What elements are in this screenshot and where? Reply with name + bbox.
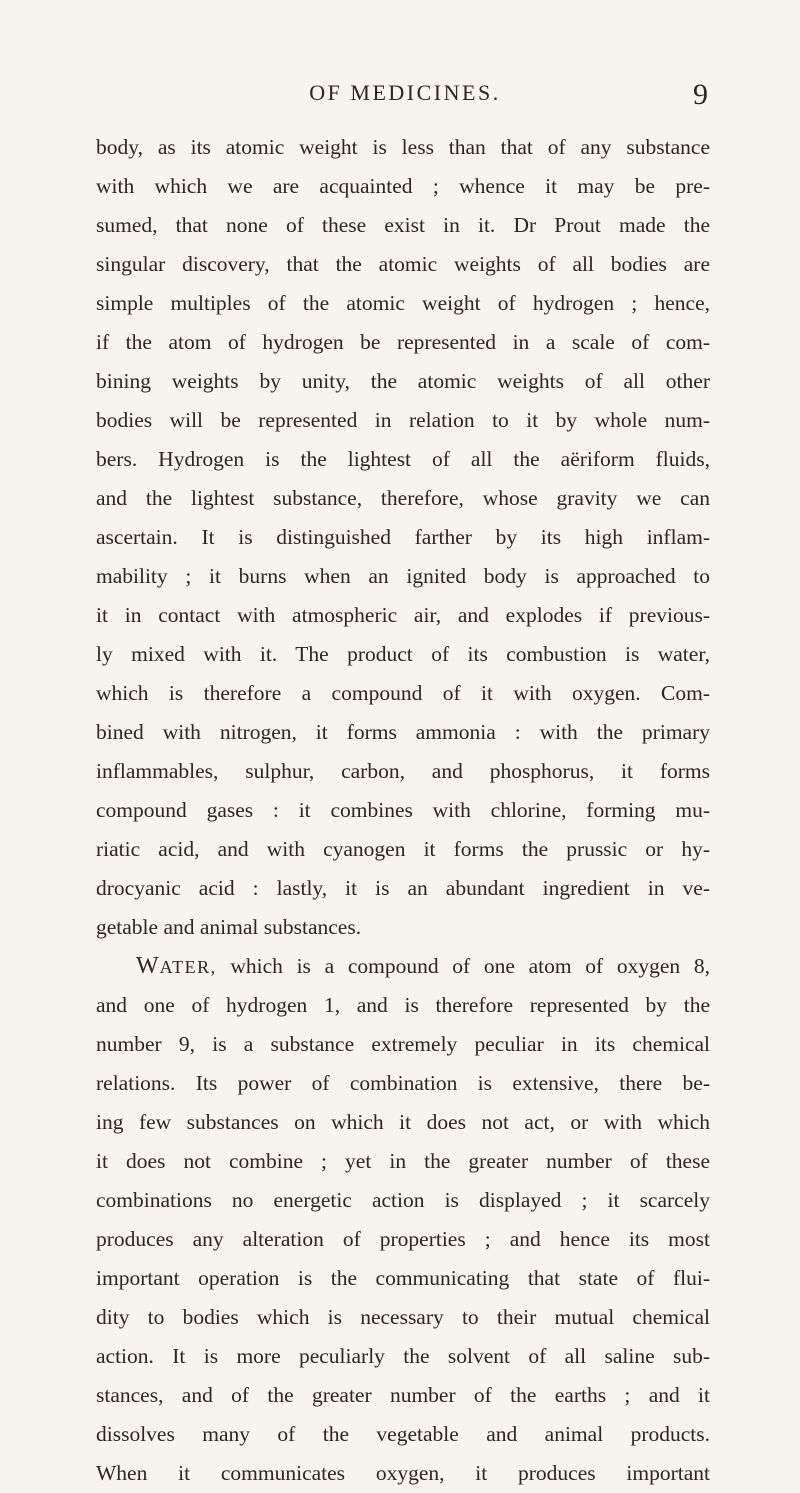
- text-line: mability ; it burns when an ignited body is approached to: [96, 564, 710, 588]
- text-line: riatic acid, and with cyanogen it forms the prussic or hy-: [96, 837, 710, 861]
- running-title: OF MEDICINES.: [309, 80, 501, 105]
- text-line: action. It is more peculiarly the solvent of all saline sub-: [96, 1344, 710, 1368]
- paragraph-opening-line: [96, 947, 710, 986]
- text-line: it does not combine ; yet in the greater number of these: [96, 1149, 710, 1173]
- section-heading-rest: ATER,: [159, 957, 217, 977]
- text-line: stances, and of the greater number of the earths ; and it: [96, 1383, 710, 1407]
- text-line: drocyanic acid : lastly, it is an abundant ingredient in ve-: [96, 876, 710, 900]
- text-line: important operation is the communicating that state of flui-: [96, 1266, 710, 1290]
- text-line: combinations no energetic action is displayed ; it scarcely: [96, 1188, 710, 1212]
- text-line: it in contact with atmospheric air, and explodes if previous-: [96, 603, 710, 627]
- text-line: produces any alteration of properties ; and hence its most: [96, 1227, 710, 1251]
- text-line: bined with nitrogen, it forms ammonia : with the primary: [96, 720, 710, 744]
- text-line: inflammables, sulphur, carbon, and phosphorus, it forms: [96, 759, 710, 783]
- text-line: bers. Hydrogen is the lightest of all the aëriform fluids,: [96, 447, 710, 471]
- body-text: [96, 128, 710, 1493]
- text-line: body, as its atomic weight is less than that of any substance: [96, 135, 710, 159]
- text-line: dity to bodies which is necessary to their mutual chemical: [96, 1305, 710, 1329]
- text-line: dissolves many of the vegetable and animal products.: [96, 1422, 710, 1446]
- text-line: number 9, is a substance extremely peculiar in its chemical: [96, 1032, 710, 1056]
- text-line: compound gases : it combines with chlorine, forming mu-: [96, 798, 710, 822]
- text-line: When it communicates oxygen, it produces important: [96, 1461, 710, 1485]
- text-line: bining weights by unity, the atomic weights of all other: [96, 369, 710, 393]
- text-line: sumed, that none of these exist in it. Dr Prout made the: [96, 213, 710, 237]
- text-line: bodies will be represented in relation to it by whole num-: [96, 408, 710, 432]
- text-line: and one of hydrogen 1, and is therefore represented by the: [96, 993, 710, 1017]
- text-line: relations. Its power of combination is extensive, there be-: [96, 1071, 710, 1095]
- opening-line-text: which is a compound of one atom of oxygen 8,: [216, 954, 710, 978]
- text-line: with which we are acquainted ; whence it may be pre-: [96, 174, 710, 198]
- page-number: 9: [693, 78, 708, 111]
- text-line: singular discovery, that the atomic weights of all bodies are: [96, 252, 710, 276]
- text-line: ly mixed with it. The product of its combustion is water,: [96, 642, 710, 666]
- text-line: if the atom of hydrogen be represented in a scale of com-: [96, 330, 710, 354]
- text-line: ing few substances on which it does not act, or with which: [96, 1110, 710, 1134]
- section-heading-initial: W: [136, 953, 160, 979]
- text-line: getable and animal substances.: [96, 915, 362, 939]
- text-line: and the lightest substance, therefore, whose gravity we can: [96, 486, 710, 510]
- text-line: ascertain. It is distinguished farther by its high inflam-: [96, 525, 710, 549]
- text-line: simple multiples of the atomic weight of hydrogen ; hence,: [96, 291, 710, 315]
- running-head: [0, 78, 800, 118]
- text-line: which is therefore a compound of it with oxygen. Com-: [96, 681, 710, 705]
